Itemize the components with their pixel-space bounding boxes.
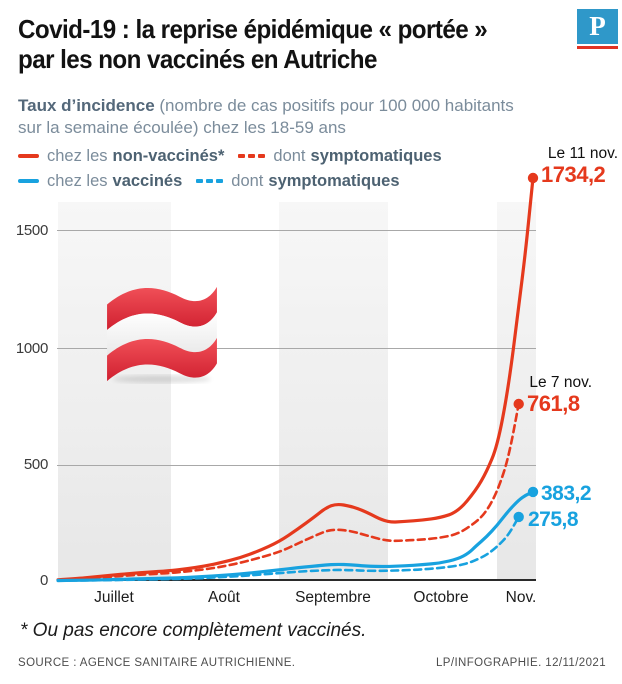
annotation-value-nonvaccinated: 1734,2 [541,162,606,187]
x-label-aout: Août [208,589,240,606]
subtitle-rest-2: sur la semaine écoulée) chez les 18-59 ans [18,118,346,137]
legend-row-nonvaccinated [18,144,442,168]
gridline-1500 [57,230,536,231]
logo-red-underline [577,46,618,49]
legend-text-bold: vaccinés [112,171,183,190]
annotation-date-nov11: Le 11 nov. [547,145,618,162]
legend-text: dont [231,171,264,190]
legend-text: chez les [47,146,108,165]
series-endpoint-non_vaccines [528,173,538,183]
y-tick-500: 500 [23,456,48,473]
subtitle-lead: Taux d’incidence [18,96,155,115]
title-line-1: Covid-19 : la reprise épidémique « portée » [18,14,488,44]
chart-subtitle [18,95,610,139]
le-parisien-logo [577,9,618,49]
annotation-date-nov7: Le 7 nov. [529,374,592,391]
source-left: SOURCE : AGENCE SANITAIRE AUTRICHIENNE. [18,657,296,669]
legend-row-vaccinated [18,169,400,193]
legend-text: chez les [47,171,108,190]
page-title [18,14,553,74]
y-tick-0: 0 [39,572,48,589]
y-tick-1000: 1000 [15,340,48,357]
footnote: * Ou pas encore complètement vaccinés. [20,620,367,641]
blue-solid-line-swatch-icon [18,179,39,183]
source-right: LP/INFOGRAPHIE. 12/11/2021 [436,657,606,669]
austria-flag-icon [101,281,223,385]
legend-text-bold: non-vaccinés* [112,146,225,165]
annotation-value-vaccinated-sympto: 275,8 [528,508,579,531]
month-band-septembre [279,202,388,581]
source-row [18,657,606,669]
x-label-juillet: Juillet [94,589,134,606]
legend-text-bold: symptomatiques [310,146,442,165]
logo-square [577,9,618,44]
annotation-value-vaccinated: 383,2 [541,482,592,505]
x-label-nov: Nov. [505,589,537,606]
blue-dashed-line-swatch-icon [196,179,223,183]
x-label-octobre: Octobre [413,589,469,606]
title-line-2: par les non vaccinés en Autriche [18,44,377,75]
x-axis-line [57,579,536,581]
subtitle-rest-1: (nombre de cas positifs pour 100 000 habitants [154,96,514,115]
y-tick-1500: 1500 [15,222,48,239]
red-dashed-line-swatch-icon [238,154,265,158]
x-label-septembre: Septembre [295,589,371,606]
gridline-500 [57,465,536,466]
red-solid-line-swatch-icon [18,154,39,158]
legend-text-bold: symptomatiques [268,171,400,190]
month-band-juillet [58,202,171,581]
annotation-value-nonvaccinated-sympto: 761,8 [527,391,580,416]
legend-text: dont [273,146,306,165]
logo-p-letter: P [589,11,606,41]
